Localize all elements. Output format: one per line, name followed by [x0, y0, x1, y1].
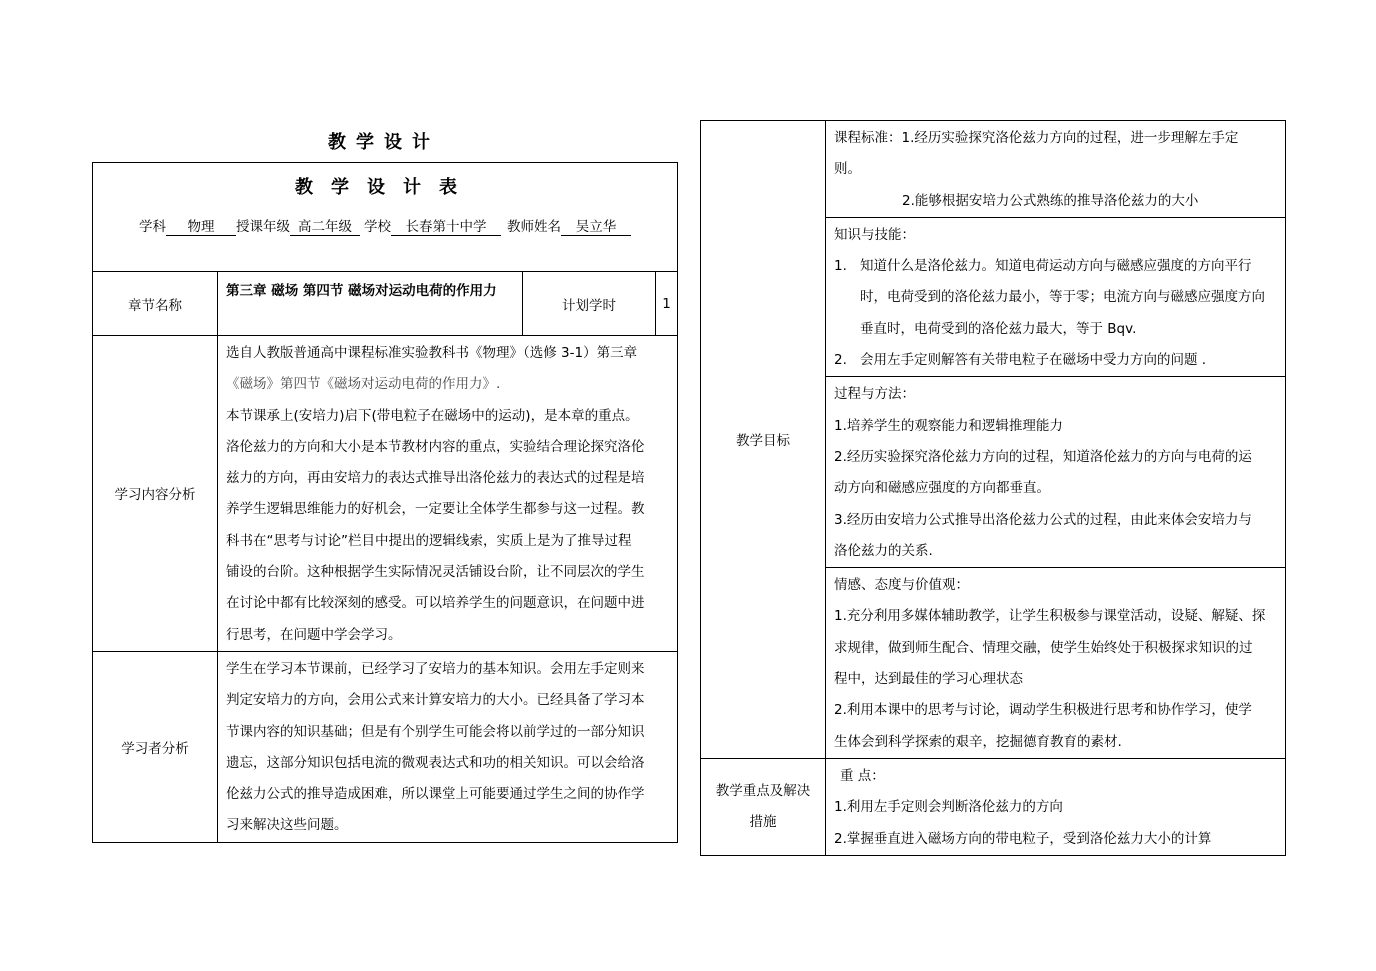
process-title: 过程与方法： — [834, 386, 915, 403]
school-value: 长春第十中学 — [391, 215, 501, 236]
hours-label: 计划学时 — [523, 272, 656, 336]
emotion-line: 1.充分利用多媒体辅助教学，让学生积极参与课堂活动，设疑、解疑、探 — [834, 608, 1266, 625]
content-line: 《磁场》第四节《磁场对运动电荷的作用力》. — [226, 376, 501, 393]
teaching-goals-table — [700, 120, 1286, 856]
process-line: 2.经历实验探究洛伦兹力方向的过程，知道洛伦兹力的方向与电荷的运 — [834, 448, 1252, 465]
curriculum-standard-cell — [826, 121, 1286, 218]
teacher-label: 教师姓名 — [507, 219, 561, 235]
keypoint-cell — [826, 758, 1286, 855]
hours-value: 1 — [656, 272, 678, 336]
table-title: 教学设计表 — [295, 177, 475, 198]
content-line: 兹力的方向，再由安培力的表达式推导出洛伦兹力的表达式的过程是培 — [226, 470, 645, 487]
knowledge-title: 知识与技能： — [834, 226, 915, 243]
standard-line: 2.能够根据安培力公式熟练的推导洛伦兹力的大小 — [902, 192, 1199, 209]
school-label: 学校 — [364, 219, 391, 235]
knowledge-item — [834, 345, 1275, 376]
emotion-title: 情感、态度与价值观： — [834, 577, 969, 594]
teaching-goals-label: 教学目标 — [701, 121, 826, 759]
content-line: 养学生逻辑思维能力的好机会，一定要让全体学生都参与这一过程。教 — [226, 501, 645, 518]
content-line: 铺设的台阶。这种根据学生实际情况灵活铺设台阶，让不同层次的学生 — [226, 564, 645, 581]
keypoint-label-line: 措施 — [749, 813, 777, 830]
chapter-label: 章节名称 — [93, 272, 218, 336]
content-line: 洛伦兹力的方向和大小是本节教材内容的重点，实验结合理论探究洛伦 — [226, 438, 645, 455]
knowledge-skills-cell — [826, 217, 1286, 376]
item-line: 垂直时，电荷受到的洛伦兹力最大，等于 Bqv. — [860, 320, 1137, 337]
learner-line: 判定安培力的方向，会用公式来计算安培力的大小。已经具备了学习本 — [226, 692, 645, 709]
emotion-line: 生体会到科学探索的艰辛，挖掘德育教育的素材. — [834, 733, 1122, 750]
standard-line: 则。 — [834, 161, 861, 178]
emotion-values-cell — [826, 568, 1286, 759]
process-line: 3.经历由安培力公式推导出洛伦兹力公式的过程，由此来体会安培力与 — [834, 511, 1252, 528]
emotion-line: 2.利用本课中的思考与讨论，调动学生积极进行思考和协作学习，使学 — [834, 702, 1252, 719]
subject-value: 物理 — [166, 215, 236, 236]
knowledge-item — [834, 251, 1275, 345]
process-method-cell — [826, 377, 1286, 568]
keypoint-label — [701, 758, 826, 855]
process-line: 动方向和磁感应强度的方向都垂直。 — [834, 480, 1050, 497]
item-number: 1. — [834, 258, 847, 275]
subject-label: 学科 — [139, 219, 166, 235]
content-line: 科书在“思考与讨论”栏目中提出的逻辑线索，实质上是为了推导过程 — [226, 532, 632, 549]
meta-line — [93, 203, 677, 267]
learner-line: 学生在学习本节课前，已经学习了安培力的基本知识。会用左手定则来 — [226, 660, 645, 677]
content-line: 选自人教版普通高中课程标准实验教科书《物理》（选修 3-1）第三章 — [226, 345, 638, 361]
grade-value: 高二年级 — [290, 215, 360, 236]
item-line: 知道什么是洛伦兹力。知道电荷运动方向与磁感应强度的方向平行 — [860, 258, 1252, 275]
emotion-line: 程中，达到最佳的学习心理状态 — [834, 671, 1023, 688]
learner-line: 习来解决这些问题。 — [226, 817, 348, 834]
keypoint-title: 重 点： — [840, 767, 885, 784]
emotion-line: 求规律，做到师生配合、情理交融，使学生始终处于积极探求知识的过 — [834, 639, 1253, 656]
learner-analysis-text — [218, 651, 678, 842]
process-line: 洛伦兹力的关系. — [834, 542, 933, 559]
keypoint-line: 2.掌握垂直进入磁场方向的带电粒子，受到洛伦兹力大小的计算 — [834, 830, 1212, 847]
content-analysis-label: 学习内容分析 — [93, 336, 218, 652]
item-line: 会用左手定则解答有关带电粒子在磁场中受力方向的问题 . — [860, 352, 1207, 369]
content-line: 在讨论中都有比较深刻的感受。可以培养学生的问题意识，在问题中进 — [226, 595, 645, 612]
content-analysis-text — [218, 336, 678, 652]
content-line: 本节课承上(安培力)启下(带电粒子在磁场中的运动)，是本章的重点。 — [226, 407, 639, 424]
chapter-value: 第三章 磁场 第四节 磁场对运动电荷的作用力 — [218, 272, 523, 336]
teacher-value: 吴立华 — [561, 215, 631, 236]
learner-line: 节课内容的知识基础；但是有个别学生可能会将以前学过的一部分知识 — [226, 723, 645, 740]
table-header-cell — [93, 163, 678, 272]
keypoint-line: 1.利用左手定则会判断洛伦兹力的方向 — [834, 799, 1063, 816]
item-line: 时，电荷受到的洛伦兹力最小，等于零；电流方向与磁感应强度方向 — [860, 289, 1265, 306]
learner-line: 遗忘，这部分知识包括电流的微观表达式和功的相关知识。可以会给洛 — [226, 754, 645, 771]
keypoint-label-line: 教学重点及解决 — [715, 782, 811, 799]
item-number: 2. — [834, 352, 847, 369]
grade-label: 授课年级 — [236, 219, 290, 235]
learner-line: 伦兹力公式的推导造成困难，所以课堂上可能要通过学生之间的协作学 — [226, 786, 645, 803]
standard-line: 课程标准：1.经历实验探究洛伦兹力方向的过程，进一步理解左手定 — [834, 130, 1239, 146]
document-title: 教学设计 — [328, 132, 440, 153]
learner-analysis-label: 学习者分析 — [93, 651, 218, 842]
content-line: 行思考，在问题中学会学习。 — [226, 626, 402, 643]
process-line: 1.培养学生的观察能力和逻辑推理能力 — [834, 417, 1063, 434]
lesson-design-table — [92, 162, 678, 843]
